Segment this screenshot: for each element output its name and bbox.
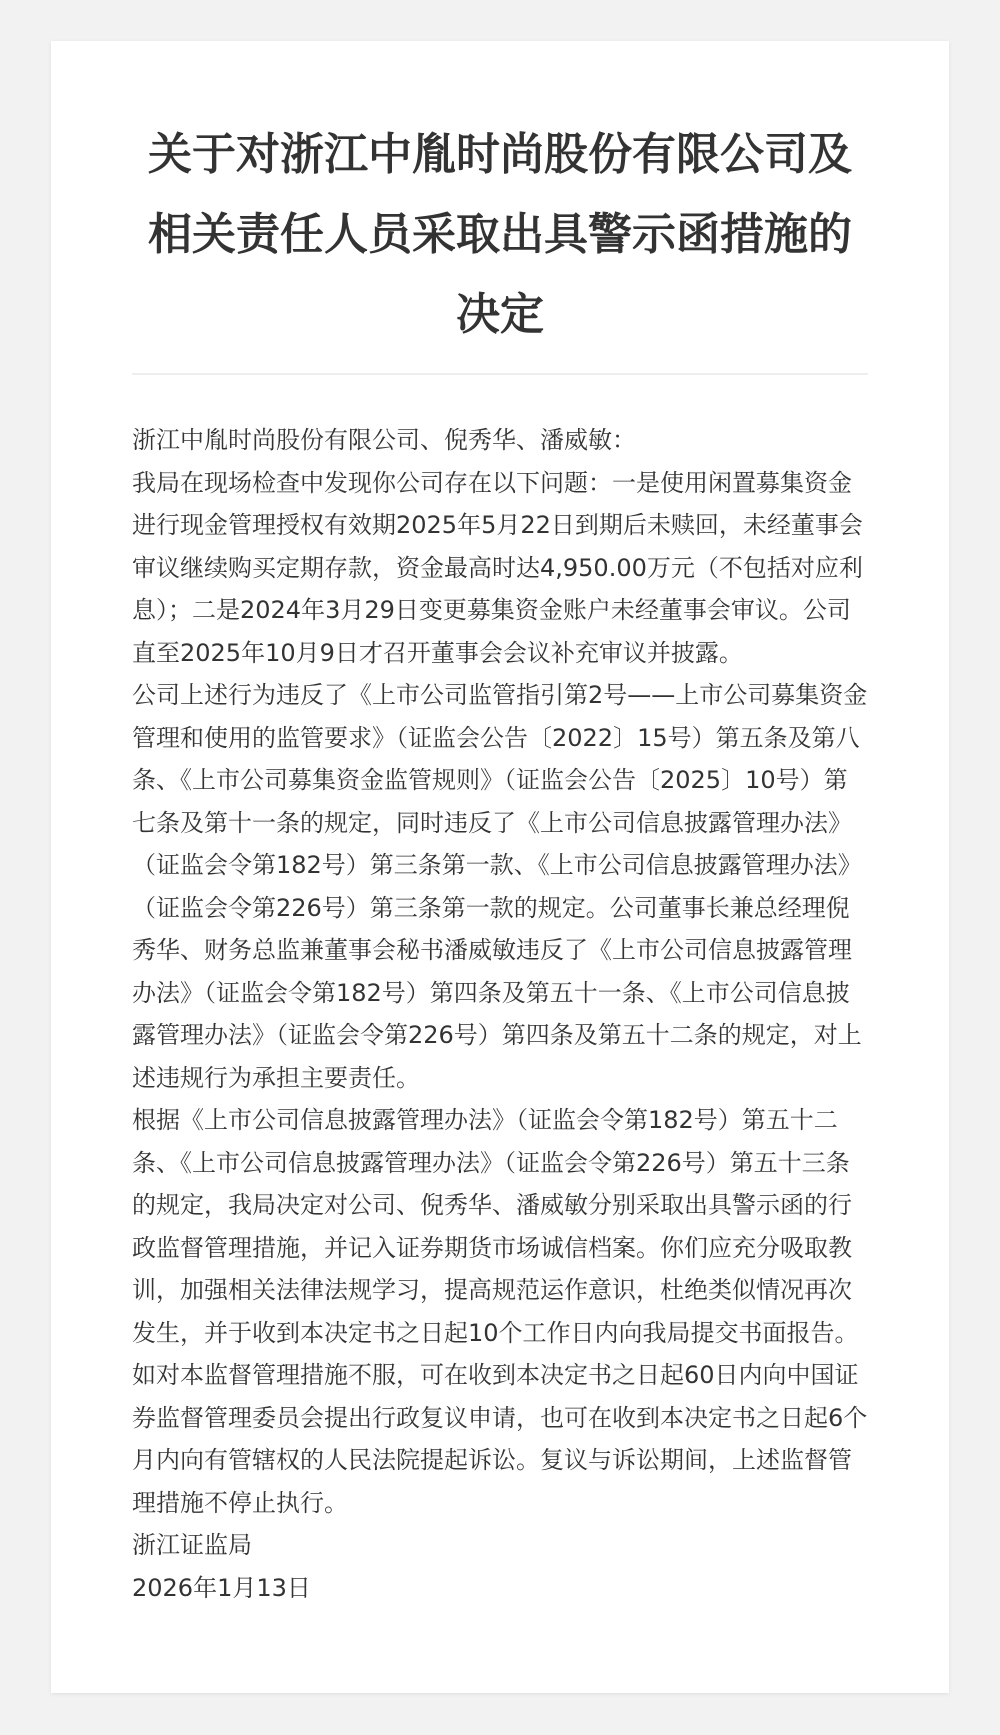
issuer-name: 浙江证监局 [132, 1531, 252, 1559]
title-divider [132, 373, 868, 375]
document-title: 关于对浙江中胤时尚股份有限公司及相关责任人员采取出具警示函措施的决定 [148, 129, 852, 340]
appeal-paragraph: 如对本监督管理措施不服，可在收到本决定书之日起60日内向中国证券监督管理委员会提出行政复议申请，也可在收到本决定书之日起6个月内向有管辖权的人民法院提起诉讼。复议与诉讼期间，上述监督管理措施不停止执行。 [132, 1361, 868, 1517]
findings-paragraph: 我局在现场检查中发现你公司存在以下问题：一是使用闲置募集资金进行现金管理授权有效期2025年5月22日到期后未赎回，未经董事会审议继续购买定期存款，资金最高时达4,950.00万元（不包括对应利息）；二是2024年3月29日变更募集资金账户未经董事会审议。公司直至2025年10月9日才召开董事会会议补充审议并披露。 [132, 468, 863, 667]
decision-paragraph: 根据《上市公司信息披露管理办法》（证监会令第182号）第五十二条、《上市公司信息披露管理办法》（证监会令第226号）第五十三条的规定，我局决定对公司、倪秀华、潘威敏分别采取出具警示函的行政监督管理措施，并记入证券期货市场诚信档案。你们应充分吸取教训，加强相关法律法规学习，提高规范运作意识，杜绝类似情况再次发生，并于收到本决定书之日起10个工作日内向我局提交书面报告。 [132, 1106, 859, 1347]
addressee-paragraph: 浙江中胤时尚股份有限公司、倪秀华、潘威敏： [132, 426, 636, 454]
issue-date: 2026年1月13日 [132, 1573, 311, 1602]
violations-paragraph: 公司上述行为违反了《上市公司监管指引第2号——上市公司募集资金管理和使用的监管要求》（证监会公告〔2022〕15号）第五条及第八条、《上市公司募集资金监管规则》（证监会公告〔2025〕10号）第七条及第十一条的规定，同时违反了《上市公司信息披露管理办法》（证监会令第182号）第三条第一款、《上市公司信息披露管理办法》（证监会令第226号）第三条第一款的规定。公司董事长兼总经理倪秀华、财务总监兼董事会秘书潘威敏违反了《上市公司信息披露管理办法》（证监会令第182号）第四条及第五十一条、《上市公司信息披露管理办法》（证监会令第226号）第四条及第五十二条的规定，对上述违规行为承担主要责任。 [132, 681, 868, 1092]
document-body [132, 419, 868, 1609]
document-card [51, 41, 949, 1693]
